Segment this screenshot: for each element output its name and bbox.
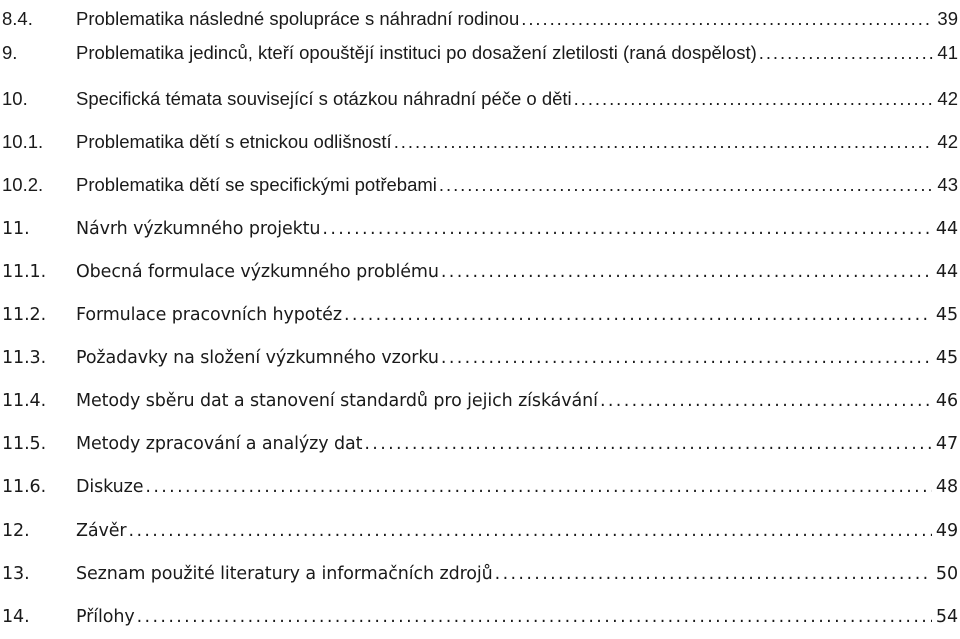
toc-entry-number: 11.5. (2, 434, 47, 454)
dot-leader (441, 250, 932, 294)
toc-entry[interactable] (0, 379, 960, 423)
toc-entry-title: Formulace pracovních hypotéz (76, 305, 342, 325)
toc-entry-number: 11.1. (2, 262, 47, 282)
toc-entry[interactable] (0, 422, 960, 466)
dot-leader (322, 207, 932, 251)
toc-entry-number: 10.2. (2, 174, 44, 195)
toc-entry-title: Obecná formulace výzkumného problému (76, 262, 439, 282)
toc-entry-number: 11.2. (2, 305, 47, 325)
toc-entry-title: Metody zpracování a analýzy dat (76, 434, 363, 454)
toc-entry[interactable] (0, 163, 960, 207)
dot-leader (759, 31, 934, 75)
toc-entry[interactable] (0, 207, 960, 251)
dot-leader (137, 595, 932, 639)
toc-entry-line (76, 552, 960, 596)
toc-entry-line (76, 379, 960, 423)
toc-entry-title: Diskuze (76, 477, 144, 497)
toc-entry-number: 8.4. (2, 8, 33, 29)
toc-entry-page-number: 47 (935, 434, 958, 454)
toc-entry[interactable] (0, 77, 960, 121)
toc-entry-page-number: 44 (935, 262, 958, 282)
toc-entry-page-number: 39 (937, 8, 958, 29)
toc-entry-title: Požadavky na složení výzkumného vzorku (76, 348, 439, 368)
toc-entry-line (76, 250, 960, 294)
toc-entry-title: Přílohy (76, 607, 135, 627)
toc-entry-line (76, 595, 960, 639)
toc-entry-number: 11.6. (2, 477, 47, 497)
dot-leader (129, 509, 932, 553)
toc-entry-number: 11. (2, 219, 30, 239)
dot-leader (344, 293, 932, 337)
toc-entry-title: Seznam použité literatury a informačních zdrojů (76, 564, 493, 584)
toc-entry-number: 11.3. (2, 348, 47, 368)
toc-entry[interactable] (0, 552, 960, 596)
toc-entry-page-number: 41 (937, 42, 958, 63)
toc-entry-line (76, 509, 960, 553)
toc-entry-number: 13. (2, 564, 30, 584)
dot-leader (441, 336, 932, 380)
toc-entry-title: Specifická témata související s otázkou náhradní péče o děti (76, 88, 572, 109)
toc-entry-number: 12. (2, 521, 30, 541)
toc-entry[interactable] (0, 250, 960, 294)
toc-entry-page-number: 44 (935, 219, 958, 239)
dot-leader (145, 465, 932, 509)
dot-leader (600, 379, 932, 423)
toc-entry[interactable] (0, 465, 960, 509)
toc-entry-title: Problematika následné spolupráce s náhradní rodinou (76, 8, 520, 29)
toc-entry-page-number: 45 (935, 305, 958, 325)
toc-entry[interactable] (0, 509, 960, 553)
toc-entry[interactable] (0, 336, 960, 380)
toc-entry-number: 10.1. (2, 131, 44, 152)
dot-leader (394, 120, 934, 164)
toc-entry-line (76, 77, 960, 121)
toc-entry-line (76, 422, 960, 466)
toc-entry-line (76, 207, 960, 251)
toc-entry[interactable] (0, 293, 960, 337)
toc-entry-number: 11.4. (2, 391, 47, 411)
toc-entry-page-number: 46 (935, 391, 958, 411)
toc-entry-title: Problematika dětí se specifickými potřebami (76, 174, 437, 195)
dot-leader (495, 552, 932, 596)
toc-entry-page-number: 45 (935, 348, 958, 368)
toc-entry-line (76, 336, 960, 380)
toc-entry[interactable] (0, 31, 960, 75)
toc-entry-page-number: 48 (935, 477, 958, 497)
toc-entry-title: Návrh výzkumného projektu (76, 219, 321, 239)
toc-entry-line (76, 120, 960, 164)
toc-entry-line (76, 465, 960, 509)
toc-entry[interactable] (0, 595, 960, 639)
toc-entry-title: Problematika dětí s etnickou odlišností (76, 131, 392, 152)
toc-entry-line (76, 163, 960, 207)
dot-leader (574, 77, 934, 121)
dot-leader (439, 163, 934, 207)
toc-entry-title: Problematika jedinců, kteří opouštějí instituci po dosažení zletilosti (raná dospělost) (76, 42, 757, 63)
toc-entry-line (76, 293, 960, 337)
toc-entry-page-number: 50 (935, 564, 958, 584)
toc-entry-line (76, 31, 960, 75)
toc-entry-title: Závěr (76, 521, 127, 541)
toc-entry-page-number: 49 (935, 521, 958, 541)
toc-entry-page-number: 42 (937, 131, 958, 152)
toc-entry-number: 14. (2, 607, 30, 627)
toc-entry-title: Metody sběru dat a stanovení standardů pro jejich získávání (76, 391, 598, 411)
toc-entry-page-number: 54 (935, 607, 958, 627)
dot-leader (364, 422, 932, 466)
toc-entry-number: 9. (2, 42, 18, 63)
toc-entry-page-number: 42 (937, 88, 958, 109)
toc-entry-number: 10. (2, 88, 28, 109)
toc-entry[interactable] (0, 120, 960, 164)
toc-entry-page-number: 43 (937, 174, 958, 195)
